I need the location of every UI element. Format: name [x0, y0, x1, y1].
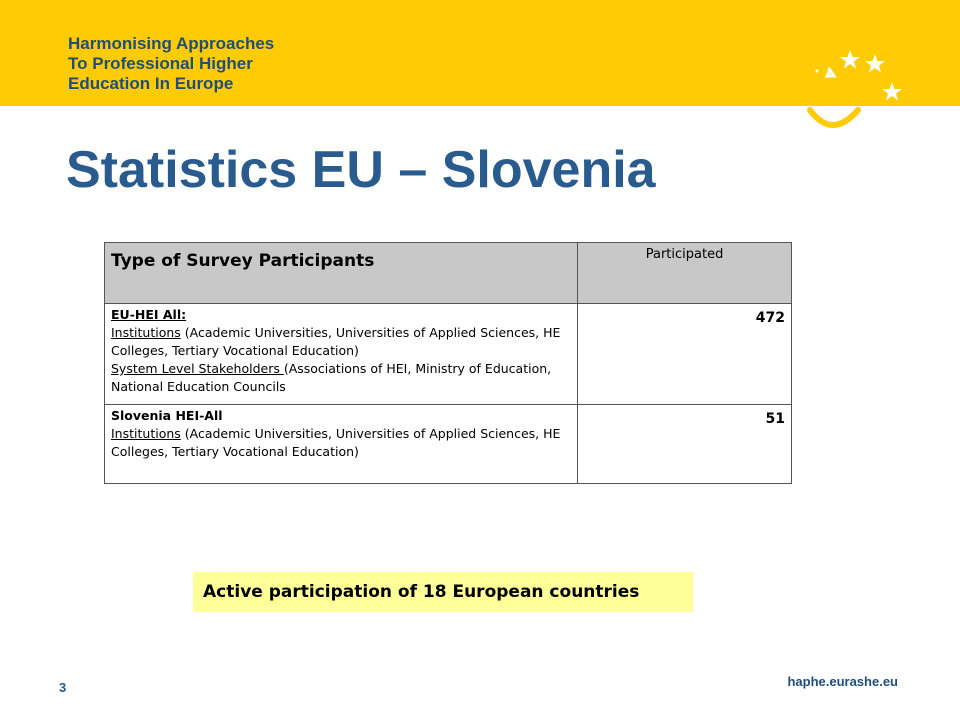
row-description [105, 304, 578, 405]
row-value: 51 [578, 405, 792, 484]
row-text-institutions: (Academic Universities, Universities of Applied Sciences, HE Colleges, Tertiary Vocational Education) [111, 325, 561, 358]
row-link-institutions: Institutions [111, 325, 181, 340]
slide-number: 3 [59, 680, 67, 695]
header-participated-cell: Participated [578, 243, 792, 304]
survey-table [104, 242, 792, 484]
row-text-stakeholders: (Associations of HEI, Ministry of Education, National Education Councils [111, 361, 552, 394]
star-icon [882, 82, 902, 101]
participation-callout: Active participation of 18 European countries [193, 572, 693, 612]
footer-url: haphe.eurashe.eu [787, 674, 898, 689]
star-dot-icon [816, 70, 819, 73]
project-title-line-3: Education In Europe [68, 74, 234, 93]
table-row [105, 405, 792, 484]
row-link-stakeholders: System Level Stakeholders [111, 361, 284, 376]
table-row [105, 304, 792, 405]
eu-stars-logo [800, 40, 910, 140]
row-link-institutions: Institutions [111, 426, 181, 441]
star-caret-icon [827, 70, 834, 76]
slide-title: Statistics EU – Slovenia [66, 141, 656, 199]
project-title-line-2: To Professional Higher [68, 54, 253, 73]
project-title-line-1: Harmonising Approaches [68, 34, 275, 53]
star-icon [840, 50, 860, 69]
row-group-label: Slovenia HEI-All [111, 408, 223, 423]
table-header-row [105, 243, 792, 304]
star-icon [865, 54, 885, 73]
header-type-cell: Type of Survey Participants [105, 243, 578, 304]
smile-arc-icon [810, 110, 858, 125]
project-title [68, 34, 274, 94]
row-value: 472 [578, 304, 792, 405]
row-group-label: EU-HEI All: [111, 307, 187, 322]
row-text-institutions: (Academic Universities, Universities of Applied Sciences, HE Colleges, Tertiary Vocational Education) [111, 426, 561, 459]
row-description [105, 405, 578, 484]
